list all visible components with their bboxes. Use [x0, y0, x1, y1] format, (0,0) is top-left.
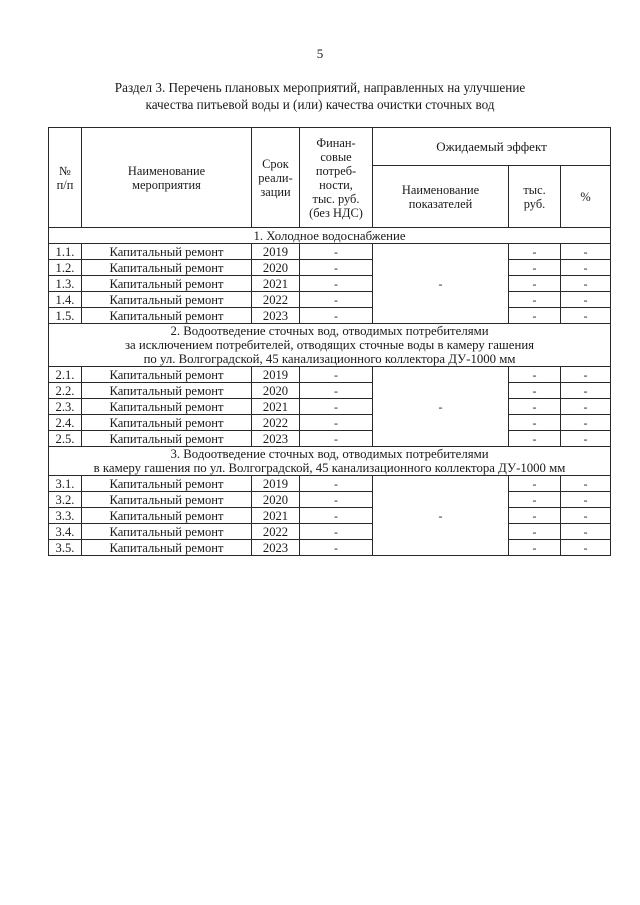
cell-name: Капитальный ремонт: [82, 308, 252, 324]
cell-name: Капитальный ремонт: [82, 540, 252, 556]
cell-finance: -: [300, 508, 373, 524]
cell-year: 2019: [252, 476, 300, 492]
cell-percent: -: [561, 260, 611, 276]
section-title-line: 3. Водоотведение сточных вод, отводимых потребителями: [170, 447, 489, 461]
cell-percent: -: [561, 415, 611, 431]
cell-num: 2.2.: [49, 383, 82, 399]
cell-name: Капитальный ремонт: [82, 292, 252, 308]
cell-name: Капитальный ремонт: [82, 276, 252, 292]
cell-name: Капитальный ремонт: [82, 367, 252, 383]
table-row: [49, 524, 611, 540]
cell-percent: -: [561, 540, 611, 556]
cell-finance: -: [300, 540, 373, 556]
header-name-line: Наименование: [127, 163, 206, 178]
header-finance-line: ности,: [319, 177, 353, 192]
section-row: [49, 447, 611, 476]
header-thousand-rub-line: тыс.: [523, 182, 546, 197]
cell-name: Капитальный ремонт: [82, 383, 252, 399]
cell-thousand-rub: -: [509, 476, 561, 492]
section-title-line: по ул. Волгоградской, 45 канализационного коллектора ДУ-1000 мм: [143, 352, 516, 366]
section-title-cell: [49, 447, 611, 476]
cell-finance: -: [300, 244, 373, 260]
cell-percent: -: [561, 492, 611, 508]
cell-finance: -: [300, 260, 373, 276]
cell-year: 2022: [252, 524, 300, 540]
section-row: [49, 324, 611, 367]
section-title-line: 2. Водоотведение сточных вод, отводимых потребителями: [170, 324, 489, 338]
header-finance-line: совые: [320, 149, 352, 164]
cell-name: Капитальный ремонт: [82, 431, 252, 447]
table-row: [49, 540, 611, 556]
cell-finance: -: [300, 399, 373, 415]
cell-year: 2019: [252, 244, 300, 260]
cell-finance: -: [300, 308, 373, 324]
cell-percent: -: [561, 431, 611, 447]
table-row: [49, 508, 611, 524]
section-title-cell: [49, 324, 611, 367]
header-finance: [300, 128, 373, 228]
header-finance-line: потреб-: [315, 163, 357, 178]
header-percent: %: [561, 166, 611, 228]
cell-num: 3.3.: [49, 508, 82, 524]
cell-num: 2.3.: [49, 399, 82, 415]
section-title-cell: [49, 228, 611, 244]
cell-thousand-rub: -: [509, 276, 561, 292]
header-indicator-line: Наименование: [401, 182, 480, 197]
cell-name: Капитальный ремонт: [82, 508, 252, 524]
cell-year: 2020: [252, 492, 300, 508]
cell-num: 2.1.: [49, 367, 82, 383]
cell-year: 2019: [252, 367, 300, 383]
cell-thousand-rub: -: [509, 308, 561, 324]
cell-percent: -: [561, 399, 611, 415]
table-row: [49, 276, 611, 292]
cell-thousand-rub: -: [509, 508, 561, 524]
cell-finance: -: [300, 431, 373, 447]
table-body: [49, 228, 611, 556]
cell-thousand-rub: -: [509, 540, 561, 556]
cell-thousand-rub: -: [509, 383, 561, 399]
cell-thousand-rub: -: [509, 431, 561, 447]
section-row: [49, 228, 611, 244]
cell-num: 3.2.: [49, 492, 82, 508]
cell-percent: -: [561, 476, 611, 492]
table-row: [49, 492, 611, 508]
cell-num: 1.1.: [49, 244, 82, 260]
cell-num: 1.3.: [49, 276, 82, 292]
header-term-line: реали-: [258, 170, 293, 185]
table-row: [49, 431, 611, 447]
header-name: [82, 128, 252, 228]
header-term-line: зации: [260, 184, 291, 199]
header-finance-line: Финан-: [316, 135, 356, 150]
cell-indicator: -: [373, 476, 509, 556]
header-num: [49, 128, 82, 228]
cell-num: 3.4.: [49, 524, 82, 540]
cell-num: 1.2.: [49, 260, 82, 276]
cell-thousand-rub: -: [509, 415, 561, 431]
table-row: [49, 292, 611, 308]
header-name-line: мероприятия: [132, 177, 201, 192]
table-row: [49, 383, 611, 399]
cell-finance: -: [300, 276, 373, 292]
header-finance-line: (без НДС): [309, 205, 363, 220]
header-thousand-rub-line: руб.: [523, 196, 546, 211]
cell-year: 2023: [252, 540, 300, 556]
cell-thousand-rub: -: [509, 492, 561, 508]
cell-thousand-rub: -: [509, 260, 561, 276]
cell-year: 2021: [252, 276, 300, 292]
header-thousand-rub: [509, 166, 561, 228]
section-title: [60, 79, 580, 113]
cell-percent: -: [561, 308, 611, 324]
table-row: [49, 308, 611, 324]
header-effect: Ожидаемый эффект: [373, 128, 611, 166]
cell-num: 3.5.: [49, 540, 82, 556]
cell-name: Капитальный ремонт: [82, 399, 252, 415]
table-row: [49, 476, 611, 492]
table-row: [49, 367, 611, 383]
measures-table: [48, 127, 611, 556]
cell-finance: -: [300, 292, 373, 308]
cell-indicator: -: [373, 367, 509, 447]
cell-finance: -: [300, 476, 373, 492]
header-finance-line: тыс. руб.: [312, 191, 360, 206]
table-row: [49, 260, 611, 276]
cell-num: 1.5.: [49, 308, 82, 324]
cell-year: 2023: [252, 308, 300, 324]
table-row: [49, 244, 611, 260]
cell-num: 3.1.: [49, 476, 82, 492]
cell-indicator: -: [373, 244, 509, 324]
cell-percent: -: [561, 508, 611, 524]
header-indicator-line: показателей: [408, 196, 473, 211]
cell-year: 2021: [252, 508, 300, 524]
cell-year: 2020: [252, 260, 300, 276]
cell-num: 1.4.: [49, 292, 82, 308]
section-title-line: в камеру гашения по ул. Волгоградской, 45 канализационного коллектора ДУ-1000 мм: [93, 461, 566, 475]
cell-year: 2022: [252, 415, 300, 431]
section-title-line: Раздел 3. Перечень плановых мероприятий, направленных на улучшение: [114, 80, 526, 95]
cell-percent: -: [561, 383, 611, 399]
header-term-line: Срок: [262, 156, 289, 171]
header-indicator: [373, 166, 509, 228]
cell-name: Капитальный ремонт: [82, 492, 252, 508]
page-number: 5: [316, 46, 324, 61]
cell-thousand-rub: -: [509, 292, 561, 308]
cell-year: 2021: [252, 399, 300, 415]
section-title-line: за исключением потребителей, отводящих сточные воды в камеру гашения: [124, 338, 535, 352]
cell-finance: -: [300, 492, 373, 508]
table-row: [49, 399, 611, 415]
table-row: [49, 415, 611, 431]
cell-finance: -: [300, 524, 373, 540]
header-term: [252, 128, 300, 228]
cell-year: 2023: [252, 431, 300, 447]
cell-name: Капитальный ремонт: [82, 476, 252, 492]
cell-name: Капитальный ремонт: [82, 260, 252, 276]
section-title-line: качества питьевой воды и (или) качества очистки сточных вод: [145, 97, 495, 112]
cell-finance: -: [300, 383, 373, 399]
cell-thousand-rub: -: [509, 524, 561, 540]
cell-finance: -: [300, 415, 373, 431]
cell-percent: -: [561, 244, 611, 260]
cell-num: 2.4.: [49, 415, 82, 431]
header-num-line: п/п: [56, 177, 74, 192]
cell-percent: -: [561, 292, 611, 308]
cell-percent: -: [561, 276, 611, 292]
cell-thousand-rub: -: [509, 399, 561, 415]
cell-thousand-rub: -: [509, 367, 561, 383]
section-title-line: 1. Холодное водоснабжение: [253, 228, 406, 243]
cell-year: 2020: [252, 383, 300, 399]
cell-thousand-rub: -: [509, 244, 561, 260]
cell-name: Капитальный ремонт: [82, 415, 252, 431]
cell-num: 2.5.: [49, 431, 82, 447]
header-num-line: №: [59, 163, 71, 178]
cell-percent: -: [561, 367, 611, 383]
cell-percent: -: [561, 524, 611, 540]
cell-finance: -: [300, 367, 373, 383]
cell-name: Капитальный ремонт: [82, 524, 252, 540]
cell-name: Капитальный ремонт: [82, 244, 252, 260]
cell-year: 2022: [252, 292, 300, 308]
table-header: [49, 128, 611, 228]
